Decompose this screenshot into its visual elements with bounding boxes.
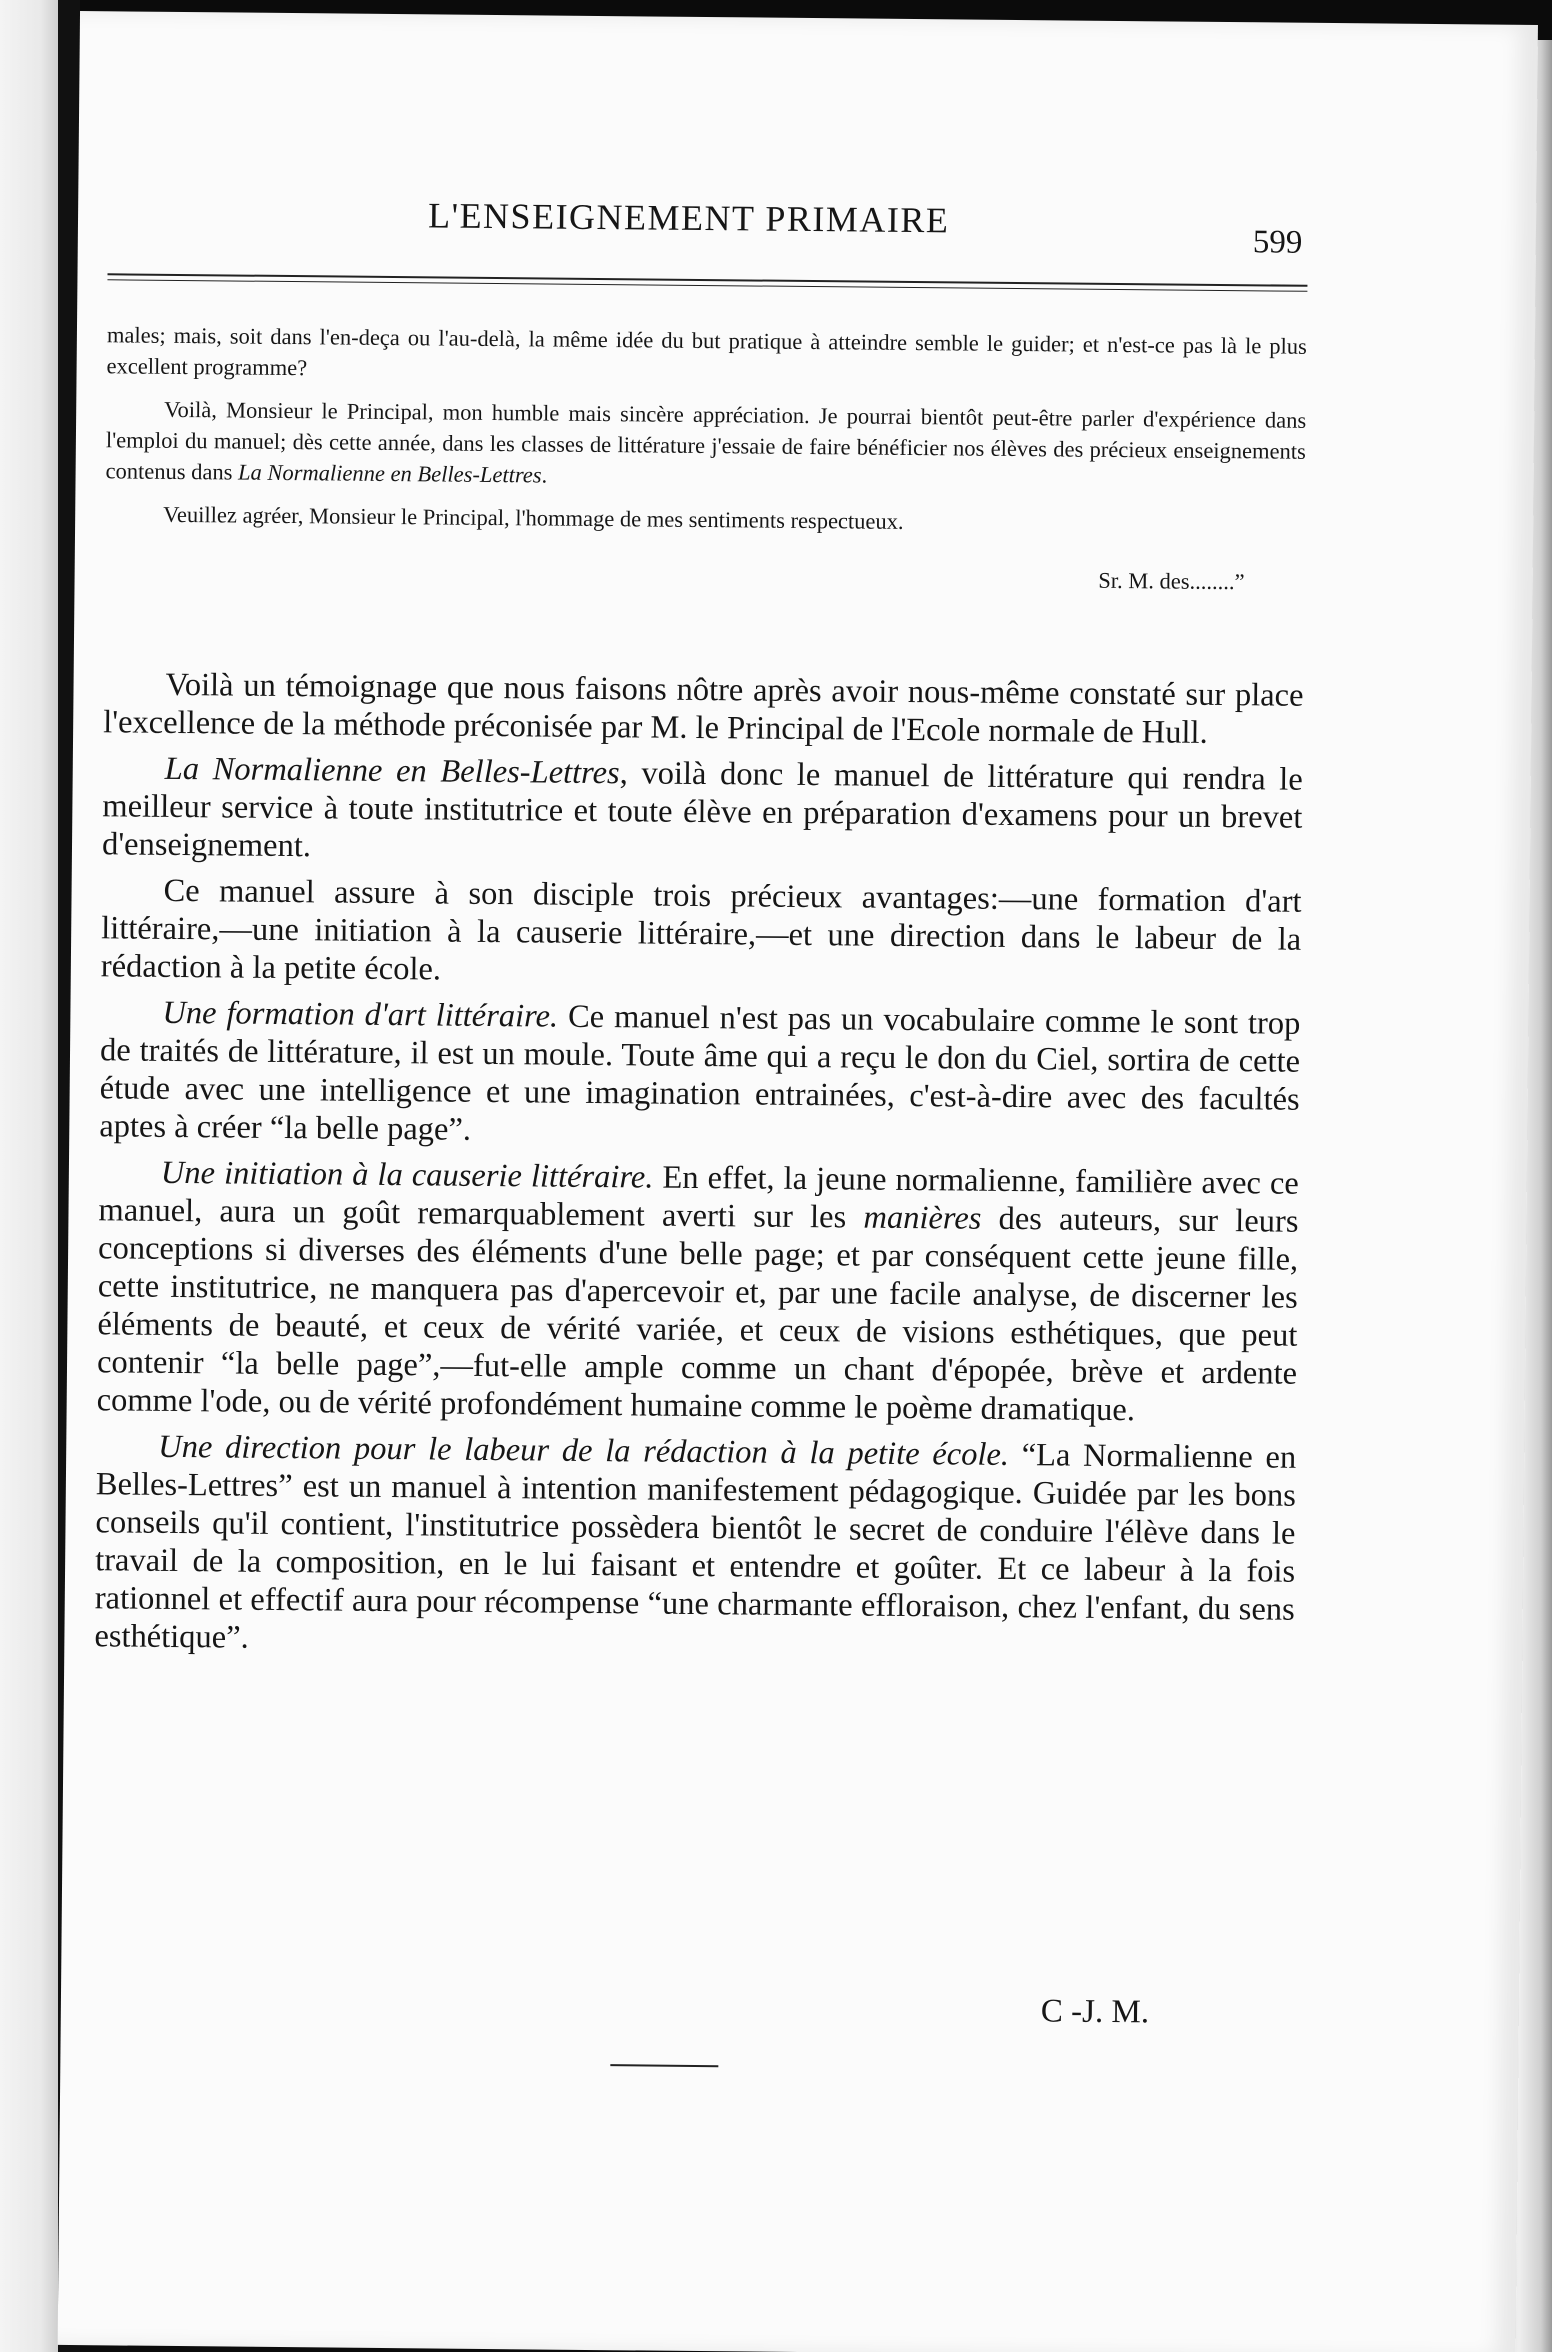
body-text: En effet, la jeune normalienne, familière avec ce manuel, aura un goût remarquablement averti sur les xyxy=(98,1159,1299,1236)
body-paragraph xyxy=(94,1427,1296,1667)
running-head xyxy=(108,191,1309,263)
body-text: des auteurs, sur leurs conceptions si diverses des éléments d'une belle page; et par conséquent cette jeune fille, cette institutrice, ne manquera pas d'apercevoir et, par une facile analyse, de discerner les éléments de beauté, et ceux de vérité variée, et ceux de visions esthétiques, que peut contenir “la belle page”,—fut-elle ample comme un chant d'épopée, brève et ardente comme l'ode, ou de vérité profondément humaine comme le poème dramatique. xyxy=(96,1200,1299,1429)
journal-title: L'ENSEIGNEMENT PRIMAIRE xyxy=(427,195,950,241)
book-title: La Normalienne en Belles-Lettres xyxy=(237,459,542,488)
letter-paragraph: Veuillez agréer, Monsieur le Principal, l'hommage de mes sentiments respectueux. xyxy=(163,501,904,534)
body-text: “La Normalienne en Belles-Lettres” est un manuel à intention manifestement pédagogique. Guidée par les bons conseils qu'il contient, l'institutrice possèdera bientôt le secret de conduire l'élève dans le travail de la composition, en le lui faisant et entendre et goûter. Et ce labeur à la fois rationnel et effectif aura pour récompense “une charmante effloraison, chez l'enfant, du sens esthétique”. xyxy=(94,1436,1297,1656)
body-paragraph xyxy=(97,1153,1299,1431)
end-rule xyxy=(610,2064,718,2067)
header-rule-thin xyxy=(107,279,1307,292)
section-lead: Une direction pour le labeur de la rédaction à la petite école. xyxy=(158,1428,1010,1473)
section-lead: Une formation d'art littéraire. xyxy=(162,994,559,1035)
article-body xyxy=(94,665,1304,1674)
page-content xyxy=(94,11,1310,2031)
section-lead: Une initiation à la causerie littéraire. xyxy=(160,1154,654,1196)
letter-text: Voilà, Monsieur le Principal, mon humble mais sincère appréciation. Je pourrai bientôt peut-être parler d'expérience dans l'emploi du manuel; dès cette année, dans les classes de littérature j'essaie de faire bénéficier nos élèves des précieux enseignements contenus dans xyxy=(105,396,1307,485)
letter-paragraph: males; mais, soit dans l'en-deça ou l'au-delà, la même idée du but pratique à atteindre semble le guider; et n'est-ce pas là le plus excellent programme? xyxy=(106,322,1307,381)
body-text: , voilà donc le manuel de littérature qui rendra le meilleur service à toute institutrice et toute élève en préparation d'examens pour un brevet d'enseignement. xyxy=(101,755,1303,865)
book-title: La Normalienne en Belles-Lettres xyxy=(164,750,620,792)
author-initials: C -J. M. xyxy=(1040,1993,1150,2031)
body-text: Ce manuel n'est pas un vocabulaire comme le sont trop de traités de littérature, il est un moule. Toute âme qui a reçu le don du Ciel, sortira de cette étude avec une intelligence et une imagination entrainées, c'est-à-dire avec des facultés aptes à créer “la belle page”. xyxy=(99,998,1301,1148)
letter-text: . xyxy=(541,462,548,488)
letter-paragraph xyxy=(105,393,1306,498)
emphasis: manières xyxy=(863,1199,982,1237)
body-paragraph: Ce manuel assure à son disciple trois précieux avantages:—une formation d'art littéraire,—une initiation à la causerie littéraire,—et une direction dans le labeur de la rédaction à la petite école. xyxy=(100,872,1302,988)
letter-signature: Sr. M. des........” xyxy=(1098,567,1245,595)
body-paragraph: Voilà un témoignage que nous faisons nôtre après avoir nous-même constaté sur place l'excellence de la méthode préconisée par M. le Principal de l'Ecole normale de Hull. xyxy=(103,666,1304,751)
page-number: 599 xyxy=(1252,224,1303,261)
body-paragraph xyxy=(102,749,1303,875)
body-paragraph xyxy=(99,993,1300,1157)
book-page xyxy=(58,11,1538,2352)
quoted-letter xyxy=(105,319,1308,598)
facing-page-edge xyxy=(0,0,58,2352)
